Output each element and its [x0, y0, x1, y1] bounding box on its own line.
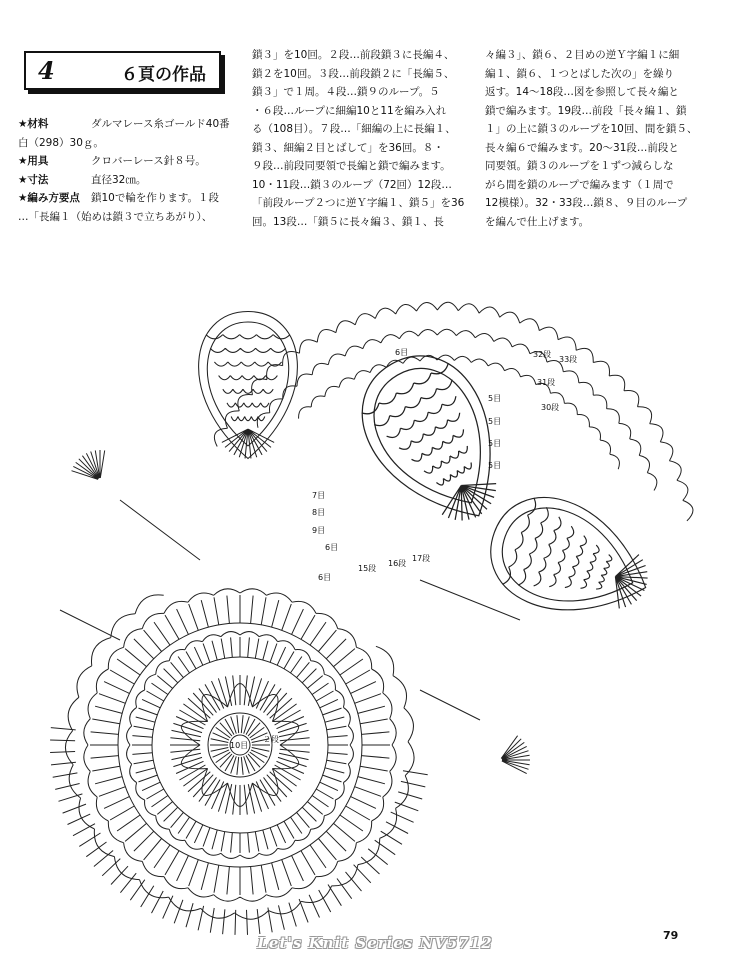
label-count: 5目	[488, 461, 502, 470]
pineapple-stitch	[222, 429, 274, 458]
pineapple-motif	[199, 312, 298, 459]
border-chain-loops	[257, 329, 657, 490]
instruction-line: を編んで仕上げます。	[485, 215, 590, 228]
side-fan	[72, 450, 105, 479]
pineapple-stitch	[199, 312, 298, 459]
pineapple-stitch	[581, 545, 601, 590]
instruction-line: 鎖で編みます。19段…前段「長々編１、鎖	[485, 104, 687, 117]
spec-size: ★寸法 直径32㎝。	[18, 173, 147, 186]
label-count: 6目	[325, 543, 339, 552]
pineapple-stitch	[476, 482, 664, 639]
spec-method: ★編み方要点 鎖10で輪を作ります。１段	[18, 192, 220, 204]
label-count: 5目	[488, 394, 502, 403]
instruction-line: 編１、鎖６、１つとばした次の」を繰り	[485, 67, 674, 80]
spec-material: ★材料 ダルマレース糸ゴールド40番	[18, 118, 230, 130]
label-row: 15段	[358, 564, 377, 573]
label-row: 30段	[541, 403, 560, 412]
pineapple-stitch	[518, 507, 551, 586]
instruction-line: １」の上に鎖３のループを10回、間を鎖５、	[485, 123, 698, 135]
label-center-stitches: 10目	[230, 741, 249, 750]
label-row: 33段	[559, 355, 578, 364]
instruction-line: ９段…前段同要領で長編と鎖で編みます。	[252, 160, 451, 172]
pattern-title: ６頁の作品	[121, 65, 206, 85]
instruction-line: 12模様）。32・33段…鎖８、９目のループ	[485, 197, 688, 209]
instruction-line: 鎖３」で１周。４段…鎖９のループ。５	[252, 86, 440, 98]
pattern-number: 4	[38, 56, 55, 85]
pineapple-motif	[476, 482, 664, 639]
pineapple-stitch	[424, 446, 470, 475]
instruction-line: 返す。14～18段…図を参照して長々編と	[485, 86, 679, 98]
instruction-line: 鎖３」を10回。２段…前段鎖３に長編４、	[252, 49, 455, 61]
label-count: 5目	[488, 417, 502, 426]
page-number: 79	[663, 929, 679, 942]
label-row: 16段	[388, 559, 407, 568]
pineapple-stitch	[534, 517, 563, 588]
instruction-line: 鎖３、細編２目とばして」を36回。８・	[252, 141, 444, 154]
label-count: 6目	[395, 348, 409, 357]
pineapple-motif	[340, 335, 529, 545]
label-center-step: ２段	[263, 735, 279, 744]
pineapple-stitch	[412, 429, 466, 463]
pineapple-stitch	[223, 389, 273, 393]
pineapple-stitch	[399, 413, 462, 452]
label-row: 32段	[533, 350, 552, 359]
instruction-line: 々編３」、鎖６、２目めの逆Ｙ字編１に細	[485, 49, 680, 61]
pineapple-stitch	[340, 335, 529, 545]
instruction-line: る（108目）。７段…「細編の上に長編１、	[252, 123, 456, 135]
label-row: 17段	[412, 554, 431, 563]
instruction-line: 回。13段…「鎖５に長々編３、鎖１、長	[252, 215, 444, 228]
instruction-line: 同要領。鎖３のループを１ずつ減らしな	[485, 160, 674, 172]
spec-tools: ★用具 クロバーレース針８号。	[18, 155, 206, 167]
connecting-chains	[60, 500, 520, 720]
pineapple-stitch	[490, 494, 648, 624]
pineapple-stitch	[231, 417, 265, 421]
spec-method-cont: …「長編１（始めは鎖３で立ちあがり）、	[18, 210, 213, 223]
pineapple-stitch	[387, 396, 459, 440]
spec-material-cont: 白（298）30ｇ。	[18, 136, 104, 149]
pineapple-stitch	[596, 555, 613, 591]
pineapple-stitch	[549, 526, 575, 588]
instruction-line: 10・11段…鎖３のループ（72回）12段…	[252, 178, 452, 191]
label-row: 31段	[537, 378, 556, 387]
instruction-line: がら間を鎖のループで編みます（１周で	[485, 178, 674, 191]
instruction-line: 鎖２を10回。３段…前段鎖２に「長編５、	[252, 67, 455, 80]
series-footer: Let's Knit Series NV5712	[257, 934, 493, 952]
pineapple-stitch	[436, 462, 473, 486]
label-count: 8目	[312, 508, 326, 517]
label-count: 7目	[312, 491, 326, 500]
pineapple-stitch	[227, 403, 269, 407]
label-count: 5目	[488, 439, 502, 448]
instruction-line: 「前段ループ２つに逆Ｙ字編１、鎖５」を36	[252, 197, 465, 209]
instruction-line: ・６段…ループに細編10と11を編み入れ	[252, 104, 447, 117]
pineapple-stitch	[606, 550, 656, 615]
label-count: 6目	[318, 573, 332, 582]
label-count: 9目	[312, 526, 326, 535]
pineapple-stitch	[219, 376, 278, 380]
side-fan	[501, 736, 530, 774]
instruction-line: 長々編６で編みます。20～31段…前段と	[485, 141, 679, 154]
pineapple-stitch	[210, 348, 286, 352]
